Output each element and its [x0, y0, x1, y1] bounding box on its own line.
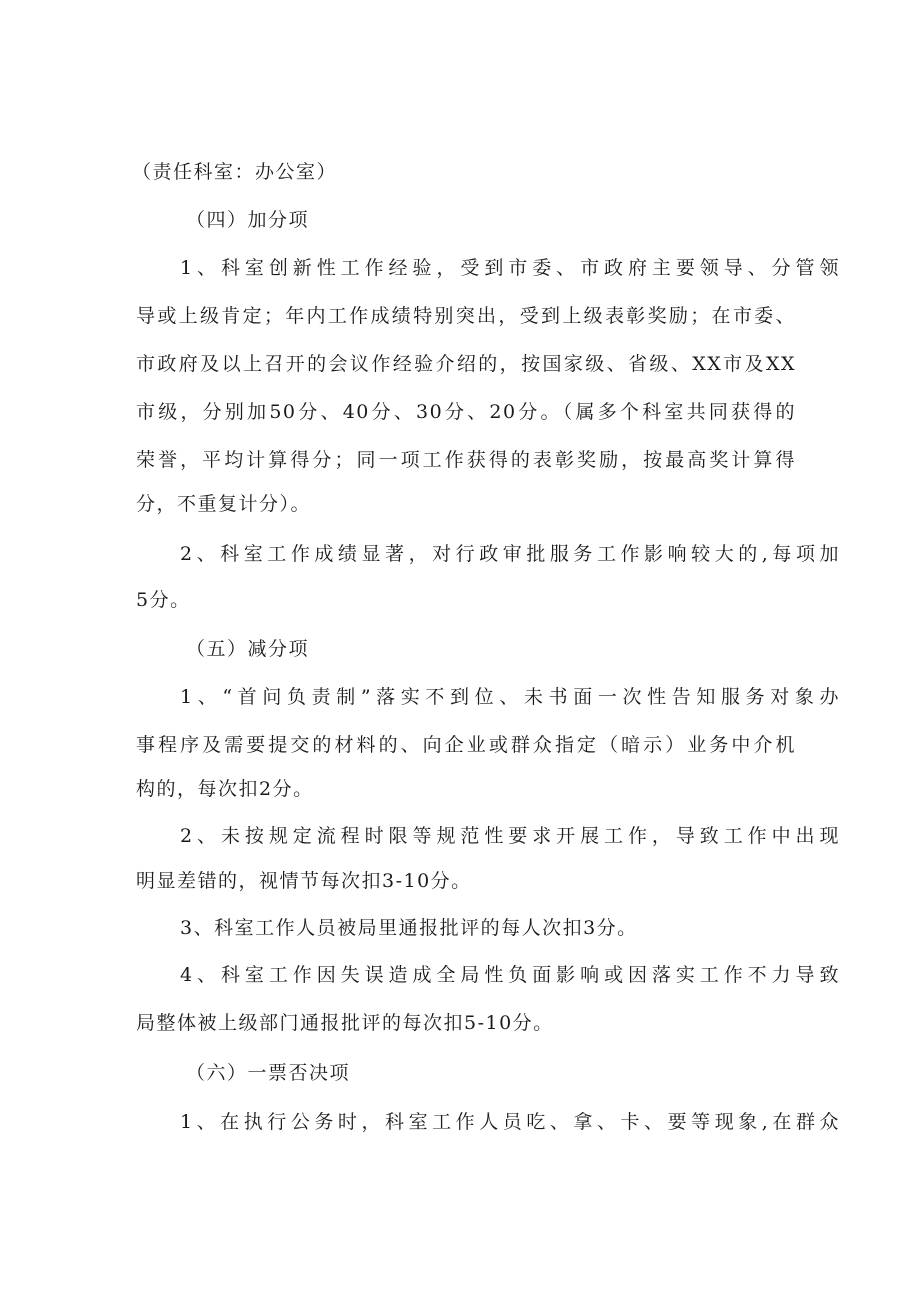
- section-heading-veto: （六）一票否决项: [186, 1062, 351, 1084]
- paragraph-line: 4、科室工作因失误造成全局性负面影响或因落实工作不力导致: [180, 964, 840, 986]
- section-heading-deduction: （五）减分项: [186, 638, 310, 660]
- paragraph-line: 局整体被上级部门通报批评的每次扣5-10分。: [136, 1012, 554, 1034]
- section-heading-bonus: （四）加分项: [186, 209, 310, 231]
- paragraph-line: 导或上级肯定；年内工作成绩特别突出，受到上级表彰奖励；在市委、: [136, 305, 796, 327]
- paragraph-line: 事程序及需要提交的材料的、向企业或群众指定（暗示）业务中介机: [136, 734, 796, 756]
- paragraph-line: 市级，分别加50分、40分、30分、20分。（属多个科室共同获得的: [136, 401, 796, 423]
- paragraph-line: 2、未按规定流程时限等规范性要求开展工作，导致工作中出现: [180, 825, 840, 847]
- paragraph-line: 市政府及以上召开的会议作经验介绍的，按国家级、省级、XX市及XX: [136, 353, 796, 375]
- paragraph-line: 构的，每次扣2分。: [136, 778, 314, 800]
- paragraph-line: 明显差错的，视情节每次扣3-10分。: [136, 870, 472, 892]
- paragraph-line: 荣誉，平均计算得分；同一项工作获得的表彰奖励，按最高奖计算得: [136, 449, 796, 471]
- paragraph-line: 5分。: [136, 589, 191, 611]
- paragraph-line: 分，不重复计分）。: [136, 493, 312, 515]
- paragraph-line: 3、科室工作人员被局里通报批评的每人次扣3分。: [180, 917, 638, 939]
- paragraph-line: 1、科室创新性工作经验，受到市委、市政府主要领导、分管领: [180, 257, 840, 279]
- responsible-note: （责任科室：办公室）: [132, 161, 338, 183]
- paragraph-line: 1、“首问负责制”落实不到位、未书面一次性告知服务对象办: [180, 686, 840, 708]
- paragraph-line: 1、在执行公务时，科室工作人员吃、拿、卡、要等现象,在群众: [180, 1111, 840, 1133]
- paragraph-line: 2、科室工作成绩显著，对行政审批服务工作影响较大的,每项加: [180, 543, 840, 565]
